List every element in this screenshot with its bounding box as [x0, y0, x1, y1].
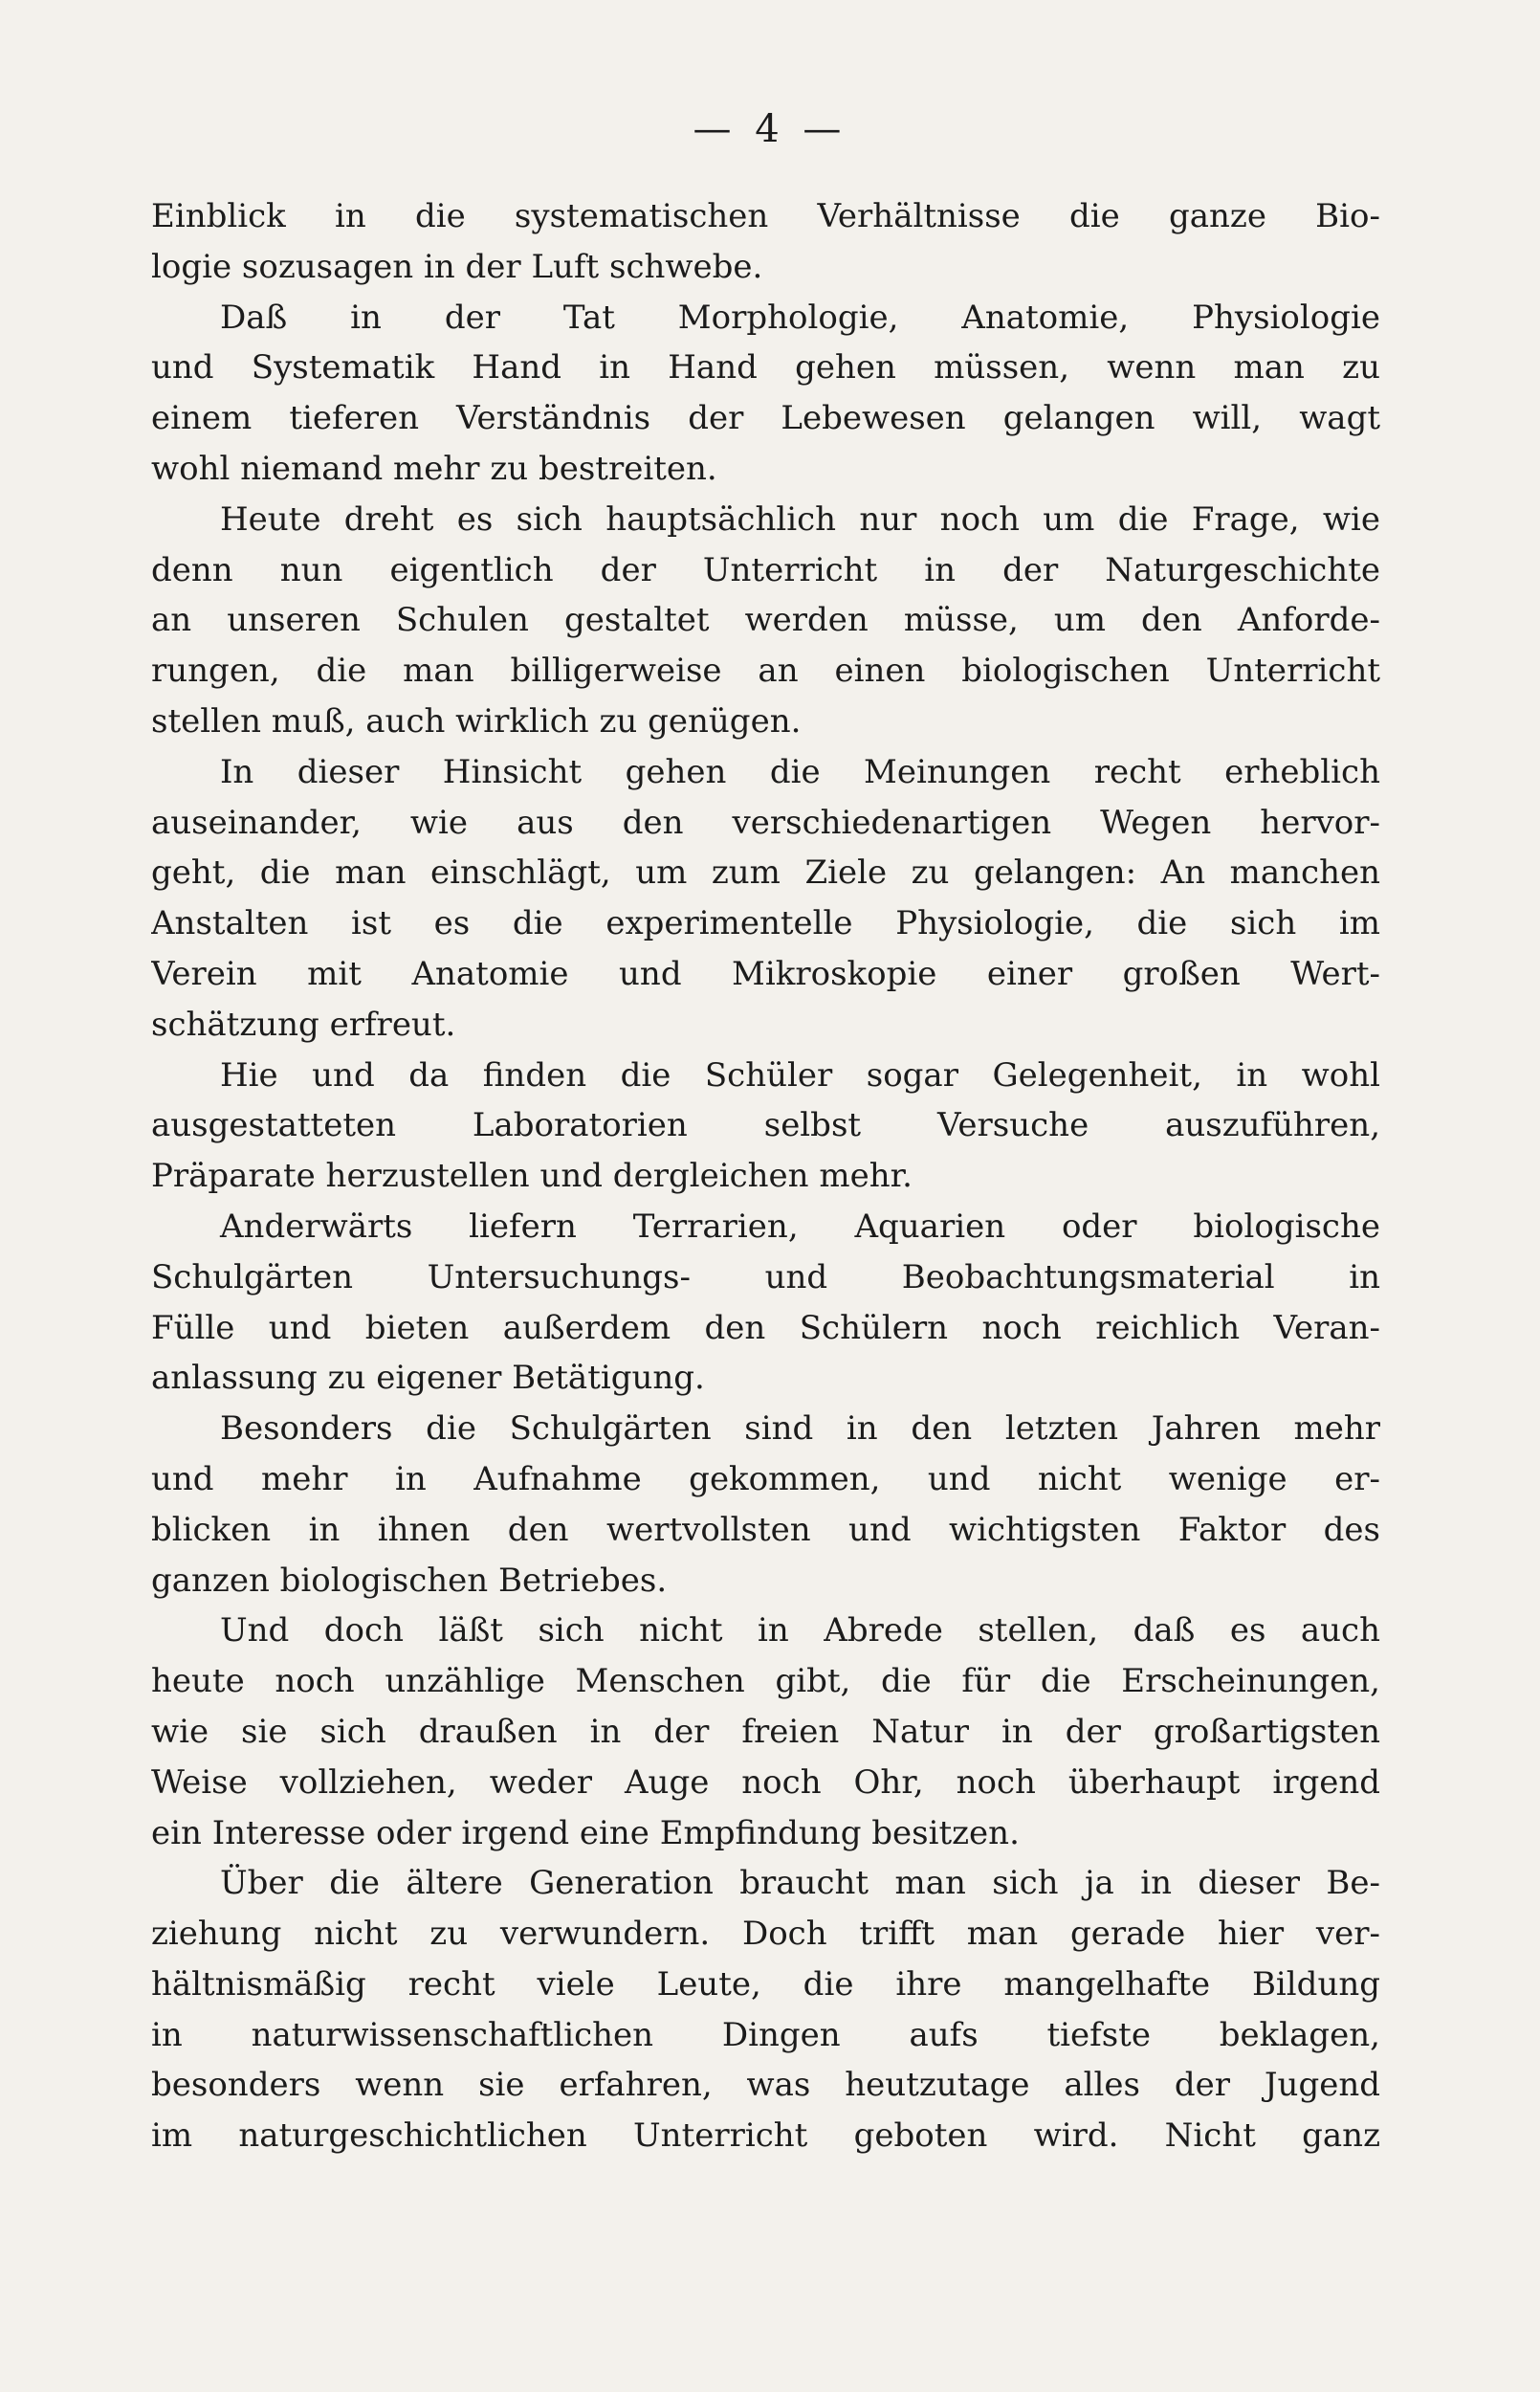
- text-line: hältnismäßig recht viele Leute, die ihre mangelhafte Bildung: [151, 1964, 1380, 2004]
- text-line: Einblick in die systematischen Verhältnisse die ganze Bio-: [151, 197, 1380, 235]
- text-line: und Systematik Hand in Hand gehen müssen, wenn man zu: [151, 348, 1380, 388]
- text-line: logie sozusagen in der Luft schwebe.: [151, 247, 763, 286]
- text-line: Anderwärts liefern Terrarien, Aquarien oder biologische: [220, 1207, 1380, 1246]
- text-line: einem tieferen Verständnis der Lebewesen gelangen will, wagt: [151, 399, 1380, 438]
- text-line: Verein mit Anatomie und Mikroskopie einer großen Wert-: [151, 954, 1380, 993]
- text-line: an unseren Schulen gestaltet werden müsse, um den Anforde-: [151, 601, 1380, 640]
- text-line: Und doch läßt sich nicht in Abrede stellen, daß es auch: [220, 1611, 1380, 1650]
- text-line: in naturwissenschaftlichen Dingen aufs tiefste beklagen,: [151, 2015, 1380, 2054]
- text-line: ziehung nicht zu verwundern. Doch trifft man gerade hier ver-: [151, 1915, 1380, 1954]
- text-line: und mehr in Aufnahme gekommen, und nicht wenige er-: [151, 1459, 1380, 1498]
- page-number: — 4 —: [693, 107, 847, 151]
- text-line: ausgestatteten Laboratorien selbst Versuche auszuführen,: [151, 1106, 1380, 1145]
- text-line: heute noch unzählige Menschen gibt, die für die Erscheinungen,: [151, 1662, 1380, 1701]
- text-line: stellen muß, auch wirklich zu genügen.: [151, 701, 802, 741]
- text-line: Besonders die Schulgärten sind in den letzten Jahren mehr: [220, 1409, 1380, 1449]
- text-line: Über die ältere Generation braucht man sich ja in dieser Be-: [220, 1864, 1380, 1903]
- text-line: ganzen biologischen Betriebes.: [151, 1561, 668, 1600]
- text-line: In dieser Hinsicht gehen die Meinungen recht erheblich: [220, 752, 1380, 791]
- text-line: Daß in der Tat Morphologie, Anatomie, Physiologie: [220, 298, 1380, 337]
- text-line: geht, die man einschlägt, um zum Ziele zu gelangen: An manchen: [151, 853, 1380, 893]
- text-line: Weise vollziehen, weder Auge noch Ohr, noch überhaupt irgend: [151, 1762, 1380, 1802]
- text-line: Fülle und bieten außerdem den Schülern noch reichlich Veran-: [151, 1308, 1380, 1347]
- text-line: Schulgärten Untersuchungs- und Beobachtungsmaterial in: [151, 1257, 1380, 1296]
- text-line: Präparate herzustellen und dergleichen mehr.: [151, 1157, 913, 1196]
- text-line: denn nun eigentlich der Unterricht in der Naturgeschichte: [151, 550, 1380, 589]
- text-line: schätzung erfreut.: [151, 1005, 456, 1044]
- text-line: blicken in ihnen den wertvollsten und wichtigsten Faktor des: [151, 1510, 1380, 1549]
- text-line: wie sie sich draußen in der freien Natur in der großartigsten: [151, 1712, 1380, 1751]
- text-line: auseinander, wie aus den verschiedenartigen Wegen hervor-: [151, 803, 1380, 842]
- text-line: wohl niemand mehr zu bestreiten.: [151, 449, 717, 488]
- text-line: besonders wenn sie erfahren, was heutzutage alles der Jugend: [151, 2066, 1380, 2105]
- text-line: Hie und da finden die Schüler sogar Gelegenheit, in wohl: [220, 1055, 1380, 1095]
- text-line: rungen, die man billigerweise an einen biologischen Unterricht: [151, 652, 1380, 691]
- body-text: [151, 191, 1380, 2161]
- text-line: Heute dreht es sich hauptsächlich nur noch um die Frage, wie: [220, 499, 1380, 539]
- text-line: Anstalten ist es die experimentelle Physiologie, die sich im: [151, 904, 1380, 943]
- text-line: im naturgeschichtlichen Unterricht geboten wird. Nicht ganz: [151, 2116, 1380, 2156]
- text-line: ein Interesse oder irgend eine Empfindung besitzen.: [151, 1813, 1020, 1852]
- text-line: anlassung zu eigener Betätigung.: [151, 1359, 705, 1398]
